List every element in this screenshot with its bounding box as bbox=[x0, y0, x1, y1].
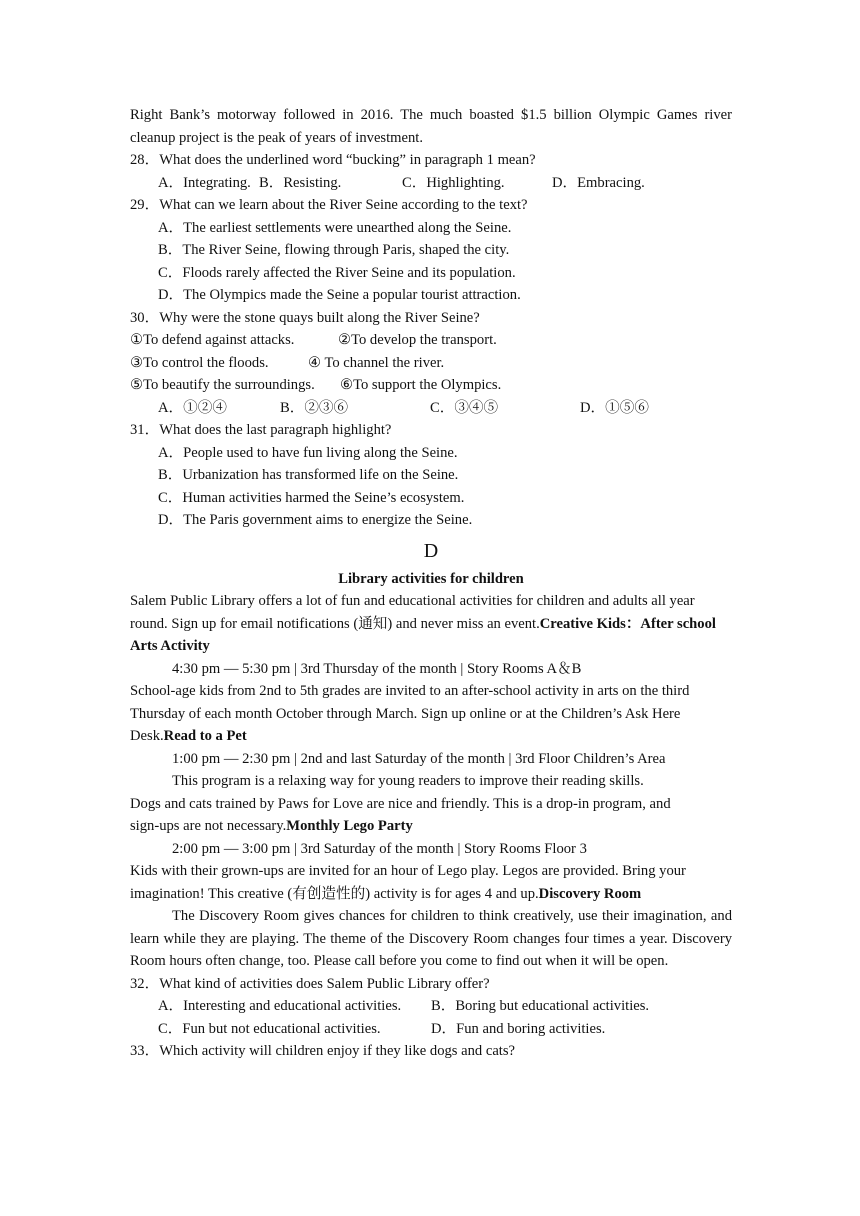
q30-option-a[interactable]: A．①②④ bbox=[158, 399, 227, 416]
q30-item-2: ②To develop the transport. bbox=[338, 332, 497, 348]
question-32-stem: 32．What kind of activities does Salem Public Library offer? bbox=[130, 975, 490, 992]
q28-option-c[interactable]: C．Highlighting. bbox=[402, 174, 505, 191]
q29-option-a[interactable]: A．The earliest settlements were unearthed along the Seine. bbox=[158, 219, 512, 236]
question-32-options-row-1 bbox=[158, 995, 732, 1018]
q29-option-c[interactable]: C．Floods rarely affected the River Seine and its population. bbox=[158, 264, 516, 281]
q30-item-3: ③To control the floods. bbox=[130, 354, 269, 371]
question-32-options-row-2 bbox=[158, 1018, 732, 1041]
question-31-stem: 31．What does the last paragraph highlight? bbox=[130, 422, 392, 438]
q30-item-1: ①To defend against attacks. bbox=[130, 332, 295, 348]
q30-item-5: ⑤To beautify the surroundings. bbox=[130, 377, 315, 393]
activity-3-schedule: 2:00 pm — 3:00 pm | 3rd Saturday of the month | Story Rooms Floor 3 bbox=[172, 840, 587, 857]
q28-option-d[interactable]: D．Embracing. bbox=[552, 174, 645, 191]
activity-1-description bbox=[130, 680, 732, 748]
q32-option-a[interactable]: A．Interesting and educational activities. bbox=[158, 998, 402, 1014]
activity-2-description-2 bbox=[130, 793, 700, 838]
q28-option-b[interactable]: B．Resisting. bbox=[259, 174, 342, 191]
q30-items-row-3 bbox=[130, 374, 732, 397]
activity-1-schedule: 4:30 pm — 5:30 pm | 3rd Thursday of the month | Story Rooms A＆B bbox=[172, 660, 582, 677]
q32-option-d[interactable]: D．Fun and boring activities. bbox=[431, 1020, 606, 1037]
activity-2-description-1: This program is a relaxing way for young readers to improve their reading skills. bbox=[172, 773, 644, 789]
q30-item-4: ④ To channel the river. bbox=[308, 354, 445, 371]
q31-option-c[interactable]: C．Human activities harmed the Seine’s ecosystem. bbox=[158, 489, 465, 506]
question-30-stem: 30．Why were the stone quays built along the River Seine? bbox=[130, 309, 480, 326]
q30-item-6: ⑥To support the Olympics. bbox=[340, 377, 502, 393]
passage-intro-text: Salem Public Library offers a lot of fun and educational activities for children and adults all year round. Sign up for email notifications (通知) and never miss an event. bbox=[130, 593, 695, 632]
activity-3-desc-text: Kids with their grown-ups are invited for an hour of Lego play. Legos are provided. Bring your imagination! This creative (有创造性的) activity is for ages 4 and up. bbox=[130, 863, 686, 902]
question-29-stem: 29．What can we learn about the River Seine according to the text? bbox=[130, 197, 528, 213]
document-page bbox=[130, 104, 732, 1063]
q31-option-b[interactable]: B．Urbanization has transformed life on the Seine. bbox=[158, 467, 459, 483]
passage-title: Library activities for children bbox=[338, 570, 524, 587]
q32-option-b[interactable]: B．Boring but educational activities. bbox=[431, 998, 650, 1014]
q30-items-row-2 bbox=[130, 352, 732, 375]
activity-3-description bbox=[130, 860, 712, 905]
question-30-options bbox=[158, 397, 732, 420]
question-33-stem: 33．Which activity will children enjoy if they like dogs and cats? bbox=[130, 1043, 516, 1059]
q30-option-c[interactable]: C．③④⑤ bbox=[430, 399, 499, 416]
section-letter: D bbox=[423, 539, 439, 562]
passage-intro bbox=[130, 590, 732, 658]
q28-option-a[interactable]: A．Integrating. bbox=[158, 174, 251, 191]
q30-option-b[interactable]: B．②③⑥ bbox=[280, 399, 349, 416]
q31-option-a[interactable]: A．People used to have fun living along the Seine. bbox=[158, 444, 458, 461]
activity-1-title: Creative Kids：After school Arts Activity bbox=[130, 615, 716, 654]
activity-3-title: Monthly Lego Party bbox=[286, 818, 413, 834]
activity-1-desc-text: School-age kids from 2nd to 5th grades are invited to an after-school activity in arts on the third Thursday of each month October through March. Sign up online or at the Children’s Ask Here Desk. bbox=[130, 683, 690, 744]
q30-option-d[interactable]: D．①⑤⑥ bbox=[580, 399, 649, 416]
activity-2-title: Read to a Pet bbox=[163, 728, 247, 744]
q31-option-d[interactable]: D．The Paris government aims to energize the Seine. bbox=[158, 512, 473, 528]
question-28-options bbox=[158, 172, 732, 195]
activity-2-schedule: 1:00 pm — 2:30 pm | 2nd and last Saturday of the month | 3rd Floor Children’s Area bbox=[172, 750, 666, 767]
intro-paragraph: Right Bank’s motorway followed in 2016. The much boasted $1.5 billion Olympic Games river cleanup project is the peak of years of investment. bbox=[130, 107, 732, 146]
q29-option-d[interactable]: D．The Olympics made the Seine a popular tourist attraction. bbox=[158, 287, 521, 303]
q30-items-row-1 bbox=[130, 329, 732, 352]
activity-4-description: The Discovery Room gives chances for children to think creatively, use their imagination, and learn while they are playing. The theme of the Discovery Room changes four times a year. Discovery Room hours often change, too. Please call before you come to find out when it will be open. bbox=[130, 908, 732, 969]
activity-4-title: Discovery Room bbox=[538, 885, 642, 902]
q32-option-c[interactable]: C．Fun but not educational activities. bbox=[158, 1020, 381, 1037]
question-28-stem: 28．What does the underlined word “bucking” in paragraph 1 mean? bbox=[130, 152, 536, 168]
activity-2-desc-text: Dogs and cats trained by Paws for Love are nice and friendly. This is a drop-in program, and sign-ups are not necessary. bbox=[130, 795, 671, 834]
q29-option-b[interactable]: B．The River Seine, flowing through Paris, shaped the city. bbox=[158, 242, 510, 258]
